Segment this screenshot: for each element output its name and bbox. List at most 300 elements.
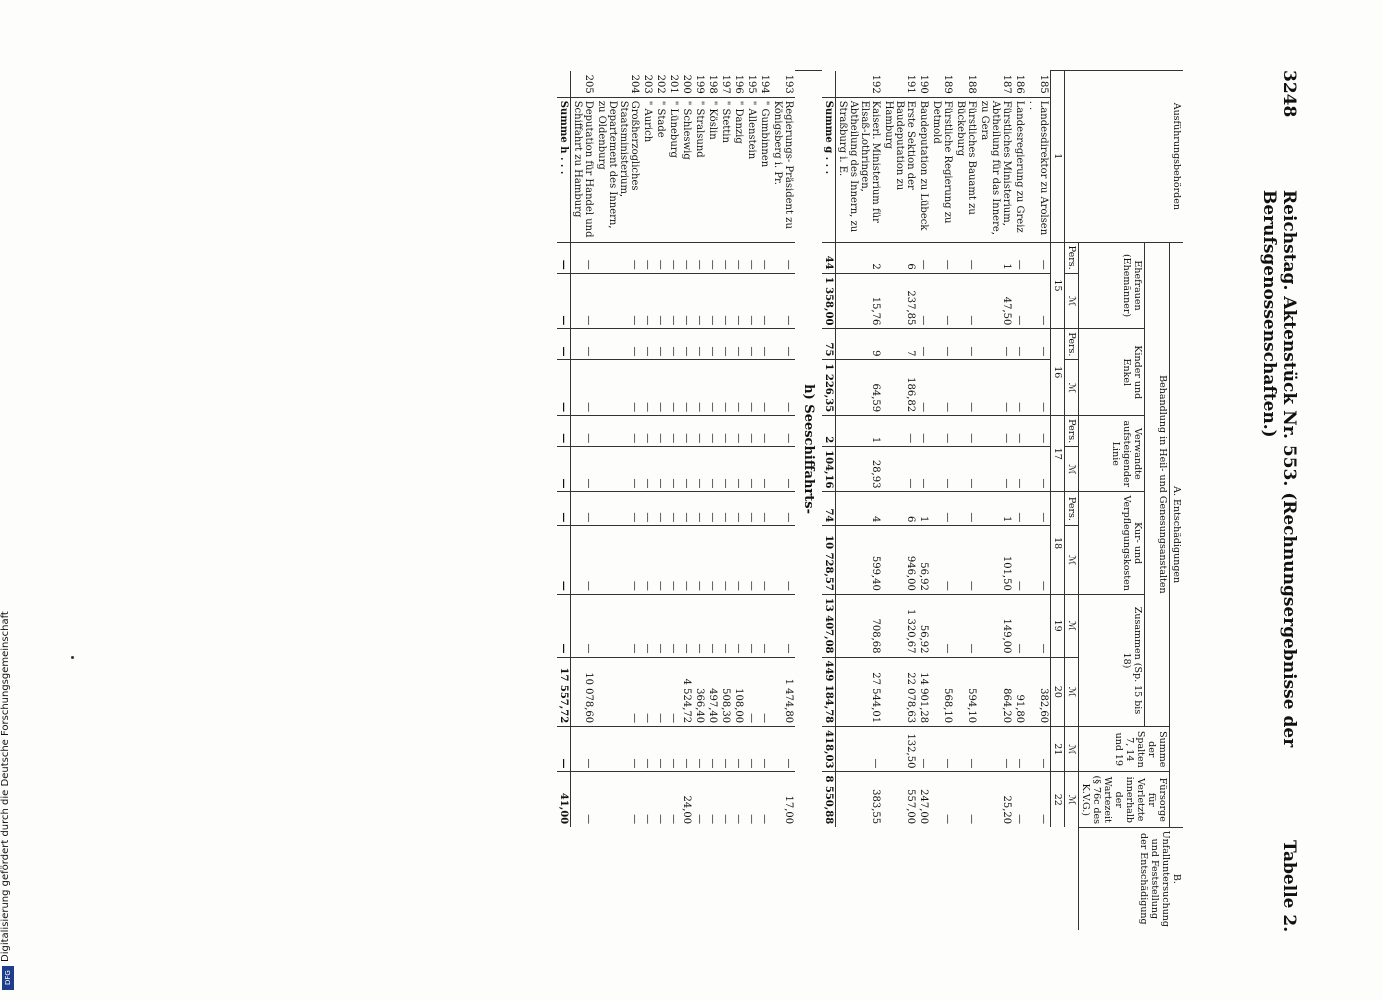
cell-c18p: — — [680, 492, 693, 526]
cell-c17m: — — [954, 447, 978, 492]
cell-c17m: — — [930, 447, 954, 492]
cell-c15p: — — [571, 242, 596, 273]
cell-c21: — — [595, 727, 641, 772]
cell-c16m: 64,59 — [836, 360, 883, 416]
col-index-number: 1 — [1051, 71, 1065, 243]
cell-c22: — — [719, 772, 732, 827]
cell-c21: — — [680, 727, 693, 772]
cell-c22: — — [654, 772, 667, 827]
cell-c19: — — [732, 594, 745, 657]
row-number: 185 — [1038, 74, 1049, 94]
cell-c18p: — — [1013, 492, 1026, 526]
cell-c21: — — [836, 727, 883, 772]
cell-c16p: — — [654, 329, 667, 360]
cell-c22: — — [595, 772, 641, 827]
cell-c20: 382,60 — [1026, 657, 1051, 727]
authority-name: " Gumbinnen — [758, 97, 771, 242]
cell-c19: — — [771, 594, 795, 657]
row-number: 202 — [655, 74, 666, 94]
cell-c20: 14 901,28 — [917, 657, 930, 727]
group-treatment-header: Behandlung in Heil- und Genesungsanstalten — [1144, 242, 1169, 727]
cell-c16p: — — [732, 329, 745, 360]
cell-c18m: — — [758, 526, 771, 594]
cell-c15p: — — [654, 242, 667, 273]
cell-c17m: — — [732, 447, 745, 492]
cell-c16p: 75 — [822, 329, 836, 360]
cell-c17p: — — [882, 416, 917, 447]
cell-c17m: — — [706, 447, 719, 492]
authority-name: " Lüneburg — [667, 97, 680, 242]
cell-c15m: — — [771, 273, 795, 329]
cell-c15p: — — [706, 242, 719, 273]
cell-c15m: — — [654, 273, 667, 329]
cell-c19: — — [745, 594, 758, 657]
cell-c15p: 2 — [836, 242, 883, 273]
authority-name: " Stralsund — [693, 97, 706, 242]
cell-c20: — — [595, 657, 641, 727]
cell-c17p: — — [732, 416, 745, 447]
unit-mark: ℳ — [1065, 772, 1079, 827]
cell-c18p: 74 — [822, 492, 836, 526]
col-authority-header: Ausführungsbehörden — [1065, 71, 1184, 243]
cell-c18p: — — [667, 492, 680, 526]
cell-c15p: — — [1013, 242, 1026, 273]
table-row — [1013, 71, 1026, 931]
cell-c16p: — — [745, 329, 758, 360]
cell-c15p: — — [719, 242, 732, 273]
table-row — [680, 71, 693, 931]
cell-c15p: — — [954, 242, 978, 273]
cell-c15p: — — [595, 242, 641, 273]
cell-c16p: — — [680, 329, 693, 360]
cell-c22: 557,00 — [882, 772, 917, 827]
cell-c17m: — — [882, 447, 917, 492]
cell-c16p: — — [758, 329, 771, 360]
cell-c17m: — — [771, 447, 795, 492]
cell-c15m: — — [706, 273, 719, 329]
cell-c17m: — — [719, 447, 732, 492]
unit-mark: ℳ — [1065, 727, 1079, 772]
cell-c22: — — [706, 772, 719, 827]
cell-c15p: 1 — [978, 242, 1013, 273]
cell-c16m: — — [758, 360, 771, 416]
cell-c16p: — — [930, 329, 954, 360]
cell-c20: 10 078,60 — [571, 657, 596, 727]
cell-c20: — — [758, 657, 771, 727]
table-row — [930, 71, 954, 931]
cell-c17p: — — [758, 416, 771, 447]
cell-c16p: — — [706, 329, 719, 360]
section-b-header: B. Unfalluntersuchung und Feststellung der Entschädigung — [1079, 827, 1184, 930]
cell-c18p: — — [595, 492, 641, 526]
cell-c21: — — [758, 727, 771, 772]
cell-c17m: — — [745, 447, 758, 492]
cell-c19: — — [571, 594, 596, 657]
cell-c16p: — — [719, 329, 732, 360]
sum-row — [557, 71, 571, 931]
sub-relatives-header: Verwandte aufsteigender Linie — [1079, 416, 1145, 492]
cell-c17p: — — [595, 416, 641, 447]
table-row — [654, 71, 667, 931]
row-number: 204 — [629, 74, 640, 94]
cell-c20: 91,80 — [1013, 657, 1026, 727]
digitization-credit: Digitalisierung gefördert durch die Deutsche Forschungsgemeinschaft — [0, 611, 11, 962]
cell-c18p: 1 — [917, 492, 930, 526]
cell-c15m: — — [1013, 273, 1026, 329]
cell-c18m: — — [719, 526, 732, 594]
cell-c18p: — — [719, 492, 732, 526]
cell-c21: — — [954, 727, 978, 772]
cell-c18p: 1 — [978, 492, 1013, 526]
row-number: 200 — [681, 74, 692, 94]
column-number: 21 — [1051, 727, 1065, 772]
cell-c17m: — — [680, 447, 693, 492]
cell-c15p: — — [641, 242, 654, 273]
cell-c20: 864,20 — [978, 657, 1013, 727]
cell-c19: — — [758, 594, 771, 657]
cell-c21: — — [978, 727, 1013, 772]
cell-c15m: — — [571, 273, 596, 329]
cell-c16m: — — [978, 360, 1013, 416]
cell-c22: — — [758, 772, 771, 827]
cell-c16m: — — [571, 360, 596, 416]
cell-c21: — — [719, 727, 732, 772]
cell-c15m: 47,50 — [978, 273, 1013, 329]
cell-c18m: — — [571, 526, 596, 594]
cell-c21: 132,50 — [882, 727, 917, 772]
cell-c17p: — — [930, 416, 954, 447]
cell-c18m: — — [595, 526, 641, 594]
cell-c16p: — — [954, 329, 978, 360]
cell-c20: 22 078,63 — [882, 657, 917, 727]
cell-c22: — — [732, 772, 745, 827]
authority-name: " Stettin — [719, 97, 732, 242]
cell-c19: — — [557, 594, 571, 657]
cell-c15p: — — [732, 242, 745, 273]
cell-c17p: — — [706, 416, 719, 447]
col-21-header: Fürsorge für Verletzte innerhalb der Wartezeit (§ 76c des K.V.G.) — [1079, 772, 1170, 827]
row-number: 188 — [966, 74, 977, 94]
column-number: 16 — [1051, 329, 1065, 416]
cell-c18m: — — [745, 526, 758, 594]
table-row — [719, 71, 732, 931]
cell-c19: — — [954, 594, 978, 657]
cell-c20: 17 557,72 — [557, 657, 571, 727]
cell-c16p: — — [641, 329, 654, 360]
cell-c17m: — — [758, 447, 771, 492]
cell-c18p: — — [732, 492, 745, 526]
cell-c15p: — — [917, 242, 930, 273]
cell-c17p: — — [954, 416, 978, 447]
cell-c18m: — — [680, 526, 693, 594]
cell-c17m: — — [978, 447, 1013, 492]
cell-c15m: — — [719, 273, 732, 329]
cell-c18m: 946,00 — [882, 526, 917, 594]
cell-c17p: — — [1026, 416, 1051, 447]
cell-c15p: — — [680, 242, 693, 273]
cell-c21: — — [667, 727, 680, 772]
column-number: 19 — [1051, 594, 1065, 657]
cell-c17p: — — [771, 416, 795, 447]
row-number: 203 — [642, 74, 653, 94]
cell-c18m: — — [641, 526, 654, 594]
cell-c22: — — [693, 772, 706, 827]
cell-c22: 24,00 — [680, 772, 693, 827]
cell-c16p: — — [1013, 329, 1026, 360]
cell-c16p: — — [693, 329, 706, 360]
cell-c21: — — [1013, 727, 1026, 772]
row-number — [822, 71, 836, 98]
authority-name: " Stade — [654, 97, 667, 242]
cell-c22: — — [667, 772, 680, 827]
authority-name: " Schleswig — [680, 97, 693, 242]
cell-c17p: — — [667, 416, 680, 447]
cell-c21: — — [1026, 727, 1051, 772]
cell-c15m: — — [557, 273, 571, 329]
cell-c18p: — — [641, 492, 654, 526]
cell-c16p: — — [571, 329, 596, 360]
cell-c18m: — — [654, 526, 667, 594]
table-label: Tabelle 2. — [1279, 840, 1299, 933]
cell-c15m: — — [758, 273, 771, 329]
cell-c17m: — — [595, 447, 641, 492]
sub-cure-header: Kur- und Verpflegungskosten — [1079, 492, 1145, 594]
unit-mark: ℳ — [1065, 447, 1079, 492]
cell-c16m: — — [917, 360, 930, 416]
authority-name: Großherzogliches Staatsministerium, Departement des Innern, zu Oldenburg — [595, 97, 641, 242]
cell-c16m: — — [771, 360, 795, 416]
cell-c17p: — — [917, 416, 930, 447]
unit-pers: Pers. — [1065, 416, 1079, 447]
cell-c16m: — — [641, 360, 654, 416]
cell-c22: 383,55 — [836, 772, 883, 827]
sub-children-header: Kinder und Enkel — [1079, 329, 1145, 416]
cell-c18p: — — [1026, 492, 1051, 526]
cell-c19: 1 320,67 — [882, 594, 917, 657]
cell-c15p: 44 — [822, 242, 836, 273]
cell-c18p: — — [571, 492, 596, 526]
cell-c20: 497,40 — [706, 657, 719, 727]
section-a-header: A. Entschädigungen — [1170, 242, 1184, 827]
cell-c19: — — [1013, 594, 1026, 657]
page-title: Reichstag. Aktenstück Nr. 553. (Rechnungsergebnisse der Berufsgenossenschaften.) — [1259, 190, 1299, 748]
cell-c21: — — [732, 727, 745, 772]
page-number: 3248 — [1279, 70, 1299, 118]
row-number: 199 — [694, 74, 705, 94]
table-row — [641, 71, 654, 931]
sub-wives-header: Ehefrauen (Ehemänner) — [1079, 242, 1145, 329]
cell-c17m: — — [641, 447, 654, 492]
row-number: 193 — [783, 74, 794, 94]
cell-c17m: — — [1013, 447, 1026, 492]
cell-c18m: — — [693, 526, 706, 594]
cell-c15p: — — [745, 242, 758, 273]
cell-c15p: — — [1026, 242, 1051, 273]
row-number: 192 — [870, 74, 881, 94]
cell-c15p: — — [667, 242, 680, 273]
cell-c18p: 4 — [836, 492, 883, 526]
col-20-header: Summe der Spalten 7, 14 und 19 — [1079, 727, 1170, 772]
cell-c21: 418,03 — [822, 727, 836, 772]
cell-c18m: 599,40 — [836, 526, 883, 594]
cell-c22: — — [930, 772, 954, 827]
cell-c18p: — — [654, 492, 667, 526]
cell-c22: 41,00 — [557, 772, 571, 827]
cell-c17p: — — [557, 416, 571, 447]
cell-c16m: — — [719, 360, 732, 416]
row-number: 191 — [905, 74, 916, 94]
cell-c18p: — — [771, 492, 795, 526]
unit-mark: ℳ — [1065, 657, 1079, 727]
cell-c16p: — — [771, 329, 795, 360]
cell-c15p: 6 — [882, 242, 917, 273]
page-header — [1259, 0, 1383, 1000]
table-row — [836, 71, 883, 931]
cell-c15m: 237,85 — [882, 273, 917, 329]
authority-name: Fürstliche Regierung zu Detmold — [930, 97, 954, 242]
cell-c16m: — — [1026, 360, 1051, 416]
cell-c15m: — — [680, 273, 693, 329]
cell-c15p: — — [758, 242, 771, 273]
row-number: 198 — [707, 74, 718, 94]
table-row — [917, 71, 930, 931]
cell-c16p: 7 — [882, 329, 917, 360]
cell-c15p: — — [693, 242, 706, 273]
cell-c15m: — — [732, 273, 745, 329]
cell-c20: 449 184,78 — [822, 657, 836, 727]
cell-c16p: — — [1026, 329, 1051, 360]
cell-c20: 568,10 — [930, 657, 954, 727]
cell-c17p: 2 — [822, 416, 836, 447]
cell-c19: — — [641, 594, 654, 657]
cell-c17p: — — [654, 416, 667, 447]
cell-c17p: — — [719, 416, 732, 447]
cell-c17m: — — [917, 447, 930, 492]
cell-c15m: — — [693, 273, 706, 329]
cell-c21: — — [745, 727, 758, 772]
authority-name: " Allenstein — [745, 97, 758, 242]
cell-c17p: 1 — [836, 416, 883, 447]
cell-c19: 708,68 — [836, 594, 883, 657]
cell-c17m: — — [571, 447, 596, 492]
cell-c21: — — [771, 727, 795, 772]
cell-c18p: — — [954, 492, 978, 526]
cell-c16p: — — [667, 329, 680, 360]
row-number: 196 — [733, 74, 744, 94]
cell-c16m: — — [706, 360, 719, 416]
cell-c16m: — — [667, 360, 680, 416]
authority-name: Regierungs- Präsident zu Königsberg i. Pr. — [771, 97, 795, 242]
unit-pers: Pers. — [1065, 329, 1079, 360]
cell-c18m: 56,92 — [917, 526, 930, 594]
cell-c16m: — — [745, 360, 758, 416]
cell-c16m: — — [930, 360, 954, 416]
authority-name: Fürstliches Ministerium, Abtheilung für das Innere, zu Gera — [978, 97, 1013, 242]
column-number: 20 — [1051, 657, 1065, 727]
cell-c17m: — — [557, 447, 571, 492]
cell-c15p: — — [930, 242, 954, 273]
cell-c20: 1 474,80 — [771, 657, 795, 727]
cell-c21: — — [557, 727, 571, 772]
cell-c17m: — — [693, 447, 706, 492]
cell-c20: — — [654, 657, 667, 727]
cell-c17m: 28,93 — [836, 447, 883, 492]
cell-c16m: 1 226,35 — [822, 360, 836, 416]
cell-c18m: 10 728,57 — [822, 526, 836, 594]
cell-c18p: — — [758, 492, 771, 526]
table-row — [954, 71, 978, 931]
cell-c21: — — [706, 727, 719, 772]
cell-c19: 149,00 — [978, 594, 1013, 657]
cell-c21: — — [654, 727, 667, 772]
cell-c20: — — [667, 657, 680, 727]
cell-c17p: — — [745, 416, 758, 447]
cell-c19: — — [719, 594, 732, 657]
dfg-logo: DFG — [2, 966, 14, 990]
cell-c16m: — — [557, 360, 571, 416]
row-number: 195 — [746, 74, 757, 94]
table-row — [693, 71, 706, 931]
table-row — [758, 71, 771, 931]
authority-name: " Köslin — [706, 97, 719, 242]
cell-c19: — — [693, 594, 706, 657]
cell-c21: — — [693, 727, 706, 772]
cell-c17p: — — [693, 416, 706, 447]
table-row — [571, 71, 596, 931]
unit-mark: ℳ — [1065, 360, 1079, 416]
column-number-row — [1051, 71, 1065, 931]
row-number: 186 — [1014, 74, 1025, 94]
authority-name: Kaiserl. Ministerium für Elsaß-Lothringen, Abtheilung des Innern, zu Straßburg i. E. — [836, 97, 883, 242]
cell-c15m: — — [595, 273, 641, 329]
cell-c16m: — — [654, 360, 667, 416]
cell-c20: — — [641, 657, 654, 727]
cell-c17m: — — [654, 447, 667, 492]
section-h-row — [795, 71, 822, 931]
cell-c15m: — — [930, 273, 954, 329]
cell-c16p: — — [557, 329, 571, 360]
cell-c20: 508,30 — [719, 657, 732, 727]
row-number: 190 — [918, 74, 929, 94]
cell-c22: 247,00 — [917, 772, 930, 827]
cell-c16p: — — [917, 329, 930, 360]
authority-name: " Aurich — [641, 97, 654, 242]
cell-c15m: — — [745, 273, 758, 329]
cell-c17m: — — [667, 447, 680, 492]
cell-c16p: — — [978, 329, 1013, 360]
cell-c17p: — — [1013, 416, 1026, 447]
column-number: 17 — [1051, 416, 1065, 492]
cell-c18m: — — [706, 526, 719, 594]
cell-c18p: — — [930, 492, 954, 526]
cell-c20: 108,00 — [732, 657, 745, 727]
table-body — [557, 71, 1051, 931]
cell-c19: — — [930, 594, 954, 657]
cell-c15p: — — [771, 242, 795, 273]
cell-c15m: — — [667, 273, 680, 329]
column-number: 22 — [1051, 772, 1065, 827]
cell-c16p: 9 — [836, 329, 883, 360]
cell-c15m: 15,76 — [836, 273, 883, 329]
row-number: 205 — [583, 74, 594, 94]
cell-c18m: — — [557, 526, 571, 594]
sub-total-header: Zusammen (Sp. 15 bis 18) — [1079, 594, 1145, 726]
authority-name: Summe h . . . — [557, 97, 571, 242]
cell-c17p: — — [571, 416, 596, 447]
cell-c20: 4 524,72 — [680, 657, 693, 727]
cell-c18p: — — [693, 492, 706, 526]
cell-c17m: — — [1026, 447, 1051, 492]
